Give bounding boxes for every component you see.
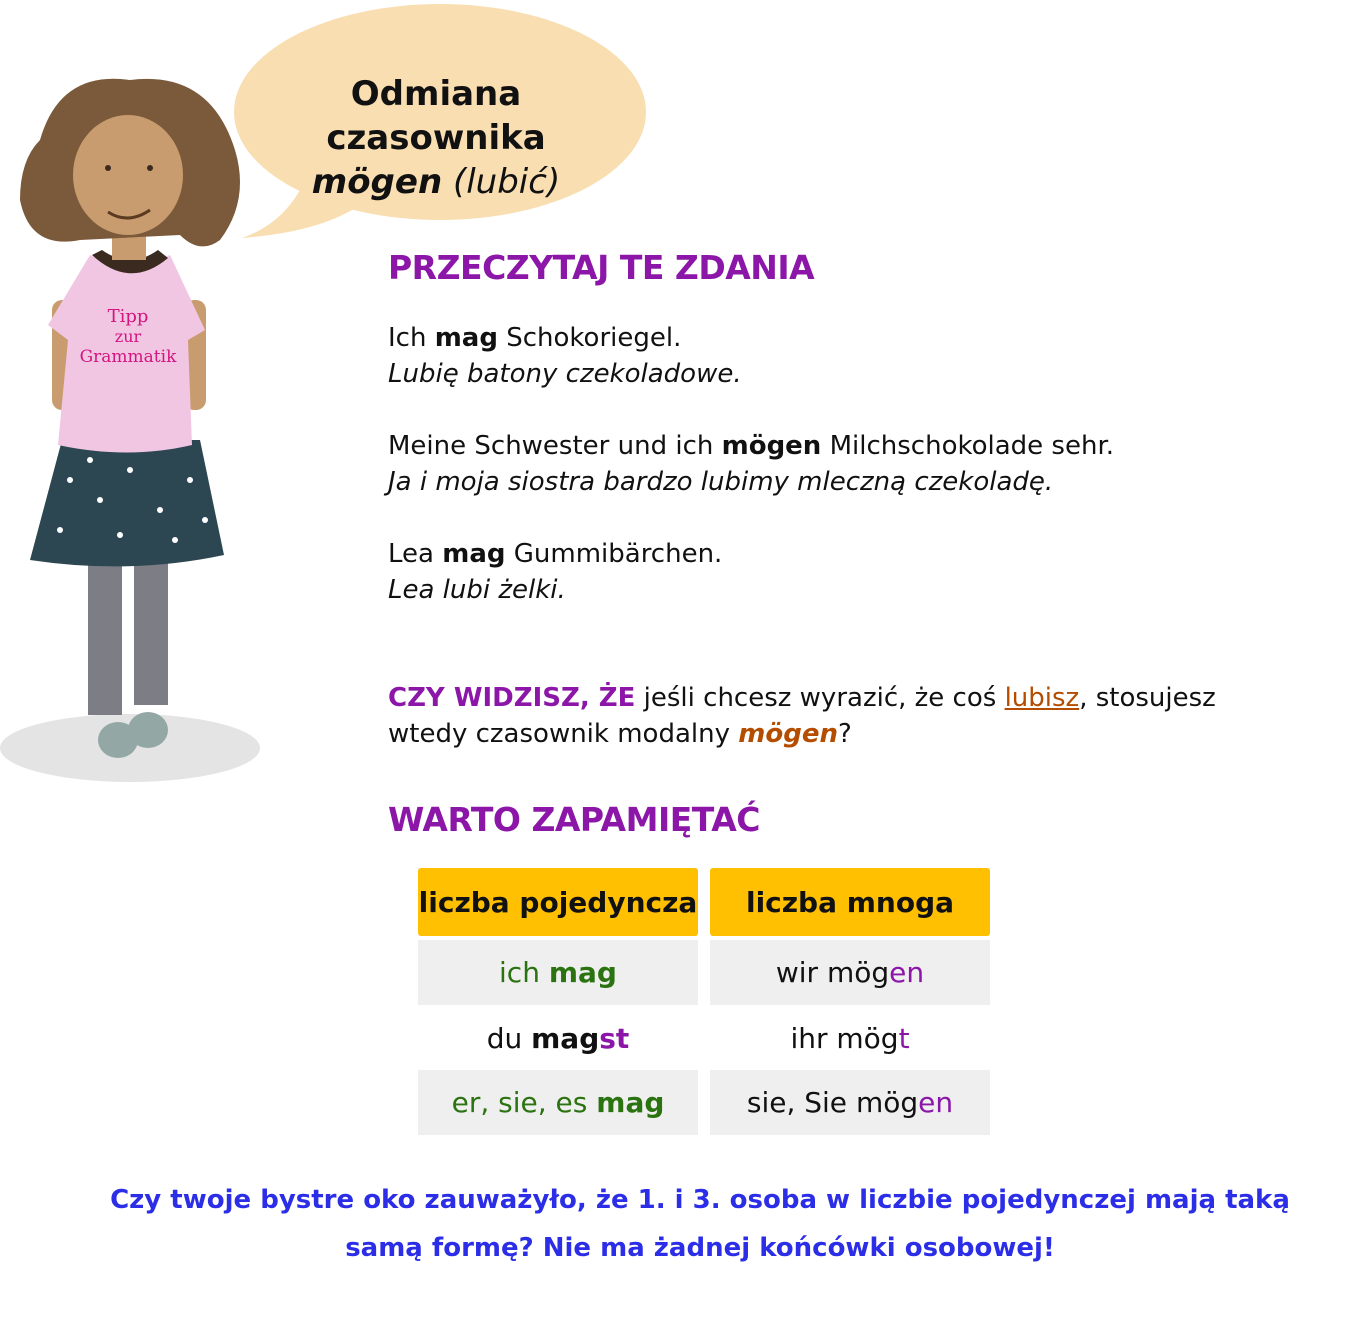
table-cell: du mag st bbox=[486, 1021, 630, 1055]
sentence-1: Ich mag Schokoriegel. Lubię batony czekoladowe. bbox=[388, 323, 742, 389]
header-plural: liczba mnoga bbox=[710, 868, 990, 936]
svg-text:zur: zur bbox=[114, 327, 142, 346]
header-singular: liczba pojedyncza bbox=[418, 868, 698, 936]
table-cell: ihr mög t bbox=[790, 1021, 910, 1055]
table-cell: ich mag bbox=[418, 940, 698, 1005]
sentence-2: Meine Schwester und ich mögen Milchschokolade sehr. Ja i moja siostra bardzo lubimy mleczną czekoladę. bbox=[388, 431, 1115, 497]
notice-text: CZY WIDZISZ, ŻE jeśli chcesz wyrazić, że coś lubisz, stosujesz wtedy czasownik modalny mögen? bbox=[388, 683, 1216, 749]
table-cell: wir mög en bbox=[710, 940, 990, 1005]
footer-note: Czy twoje bystre oko zauważyło, że 1. i 3. osoba w liczbie pojedynczej mają taką samą formę? Nie ma żadnej końcówki osobowej! bbox=[110, 1185, 1290, 1263]
girl-illustration bbox=[0, 70, 270, 790]
lubisz-link: lubisz bbox=[1004, 683, 1080, 713]
svg-text:Grammatik: Grammatik bbox=[79, 347, 177, 367]
shirt-text: Tipp bbox=[107, 306, 149, 327]
section-heading-read: PRZECZYTAJ TE ZDANIA bbox=[388, 248, 815, 287]
bubble-title: Odmiana czasownika mögen (lubić) bbox=[311, 74, 561, 202]
section-heading-remember: WARTO ZAPAMIĘTAĆ bbox=[388, 800, 760, 839]
table-cell: er, sie, es mag bbox=[418, 1070, 698, 1135]
table-cell: sie, Sie mög en bbox=[710, 1070, 990, 1135]
sentence-3: Lea mag Gummibärchen. Lea lubi żelki. bbox=[388, 539, 723, 605]
